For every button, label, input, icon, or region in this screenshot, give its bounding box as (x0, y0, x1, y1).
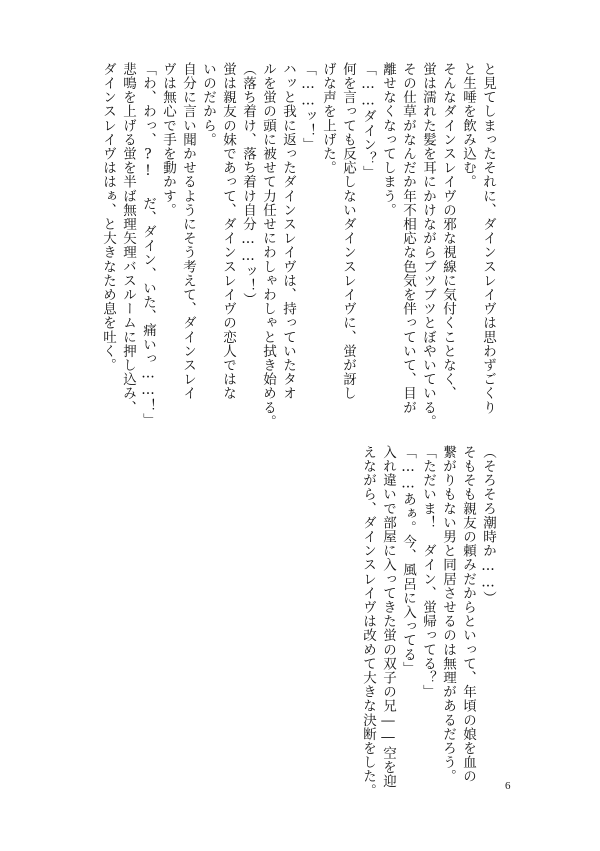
text-line: 「……ッ！」 (300, 62, 316, 152)
text-line: そもそも親友の頼みだからといって、年頃の娘を血の (460, 445, 476, 784)
text-line: （そろそろ潮時か……） (480, 445, 496, 606)
text-line: 離せなくなってしまう。 (380, 62, 396, 218)
text-line: （落ち着け、落ち着け自分……ッ！） (240, 62, 256, 307)
text-line: ヴは無心で手を動かす。 (160, 62, 176, 218)
text-line: 入れ違いで部屋に入ってきた蛍の双子の兄――空を迎 (380, 445, 396, 789)
text-line: 「……ダイン？」 (360, 62, 376, 180)
text-line: げな声を上げた。 (320, 62, 336, 175)
text-line: 何を言っても反応しないダインスレイヴに、蛍が訝し (340, 62, 356, 401)
text-line: ハッと我に返ったダインスレイヴは、持っていたタオ (280, 62, 296, 401)
text-line: 蛍は親友の妹であって、ダインスレイヴの恋人ではな (220, 62, 236, 401)
text-line: ダインスレイヴははぁ、と大きなため息を吐く。 (100, 62, 116, 373)
text-line: いのだから。 (200, 62, 216, 147)
text-line: と生唾を飲み込む。 (460, 62, 476, 189)
text-line: その仕草がなんだか年不相応な色気を伴っていて、目が (400, 62, 416, 415)
text-line: 「……あぁ。今、風呂に入ってる」 (400, 445, 416, 676)
text-line: 蛍は濡れた髪を耳にかけながらブツブツとぼやいている。 (420, 62, 436, 429)
text-line: 「わ、わっ、?! だ、ダイン、いた、痛いっ……！」 (140, 62, 156, 427)
text-line: ルを蛍の頭に被せて力任せにわしゃわしゃと拭き始める。 (260, 62, 276, 429)
text-line: 悲鳴を上げる蛍を半ば無理矢理バスルームに押し込み、 (120, 62, 136, 415)
text-line: 「ただいま！ ダイン、蛍帰ってる？」 (420, 445, 436, 699)
text-line: と見てしまったそれに、ダインスレイヴは思わずごくり (480, 62, 496, 415)
text-line: そんなダインスレイヴの邪な視線に気付くことなく、 (440, 62, 456, 401)
text-line: えながら、ダインスレイヴは改めて大きな決断をした。 (360, 445, 376, 798)
text-line: 自分に言い聞かせるようにそう考えて、ダインスレイ (180, 62, 196, 401)
text-line: 繋がりもない男と同居させるのは無理があるだろう。 (440, 445, 456, 784)
page-number: 6 (505, 780, 511, 792)
lower-text-block (358, 445, 498, 798)
upper-text-block (98, 62, 498, 429)
